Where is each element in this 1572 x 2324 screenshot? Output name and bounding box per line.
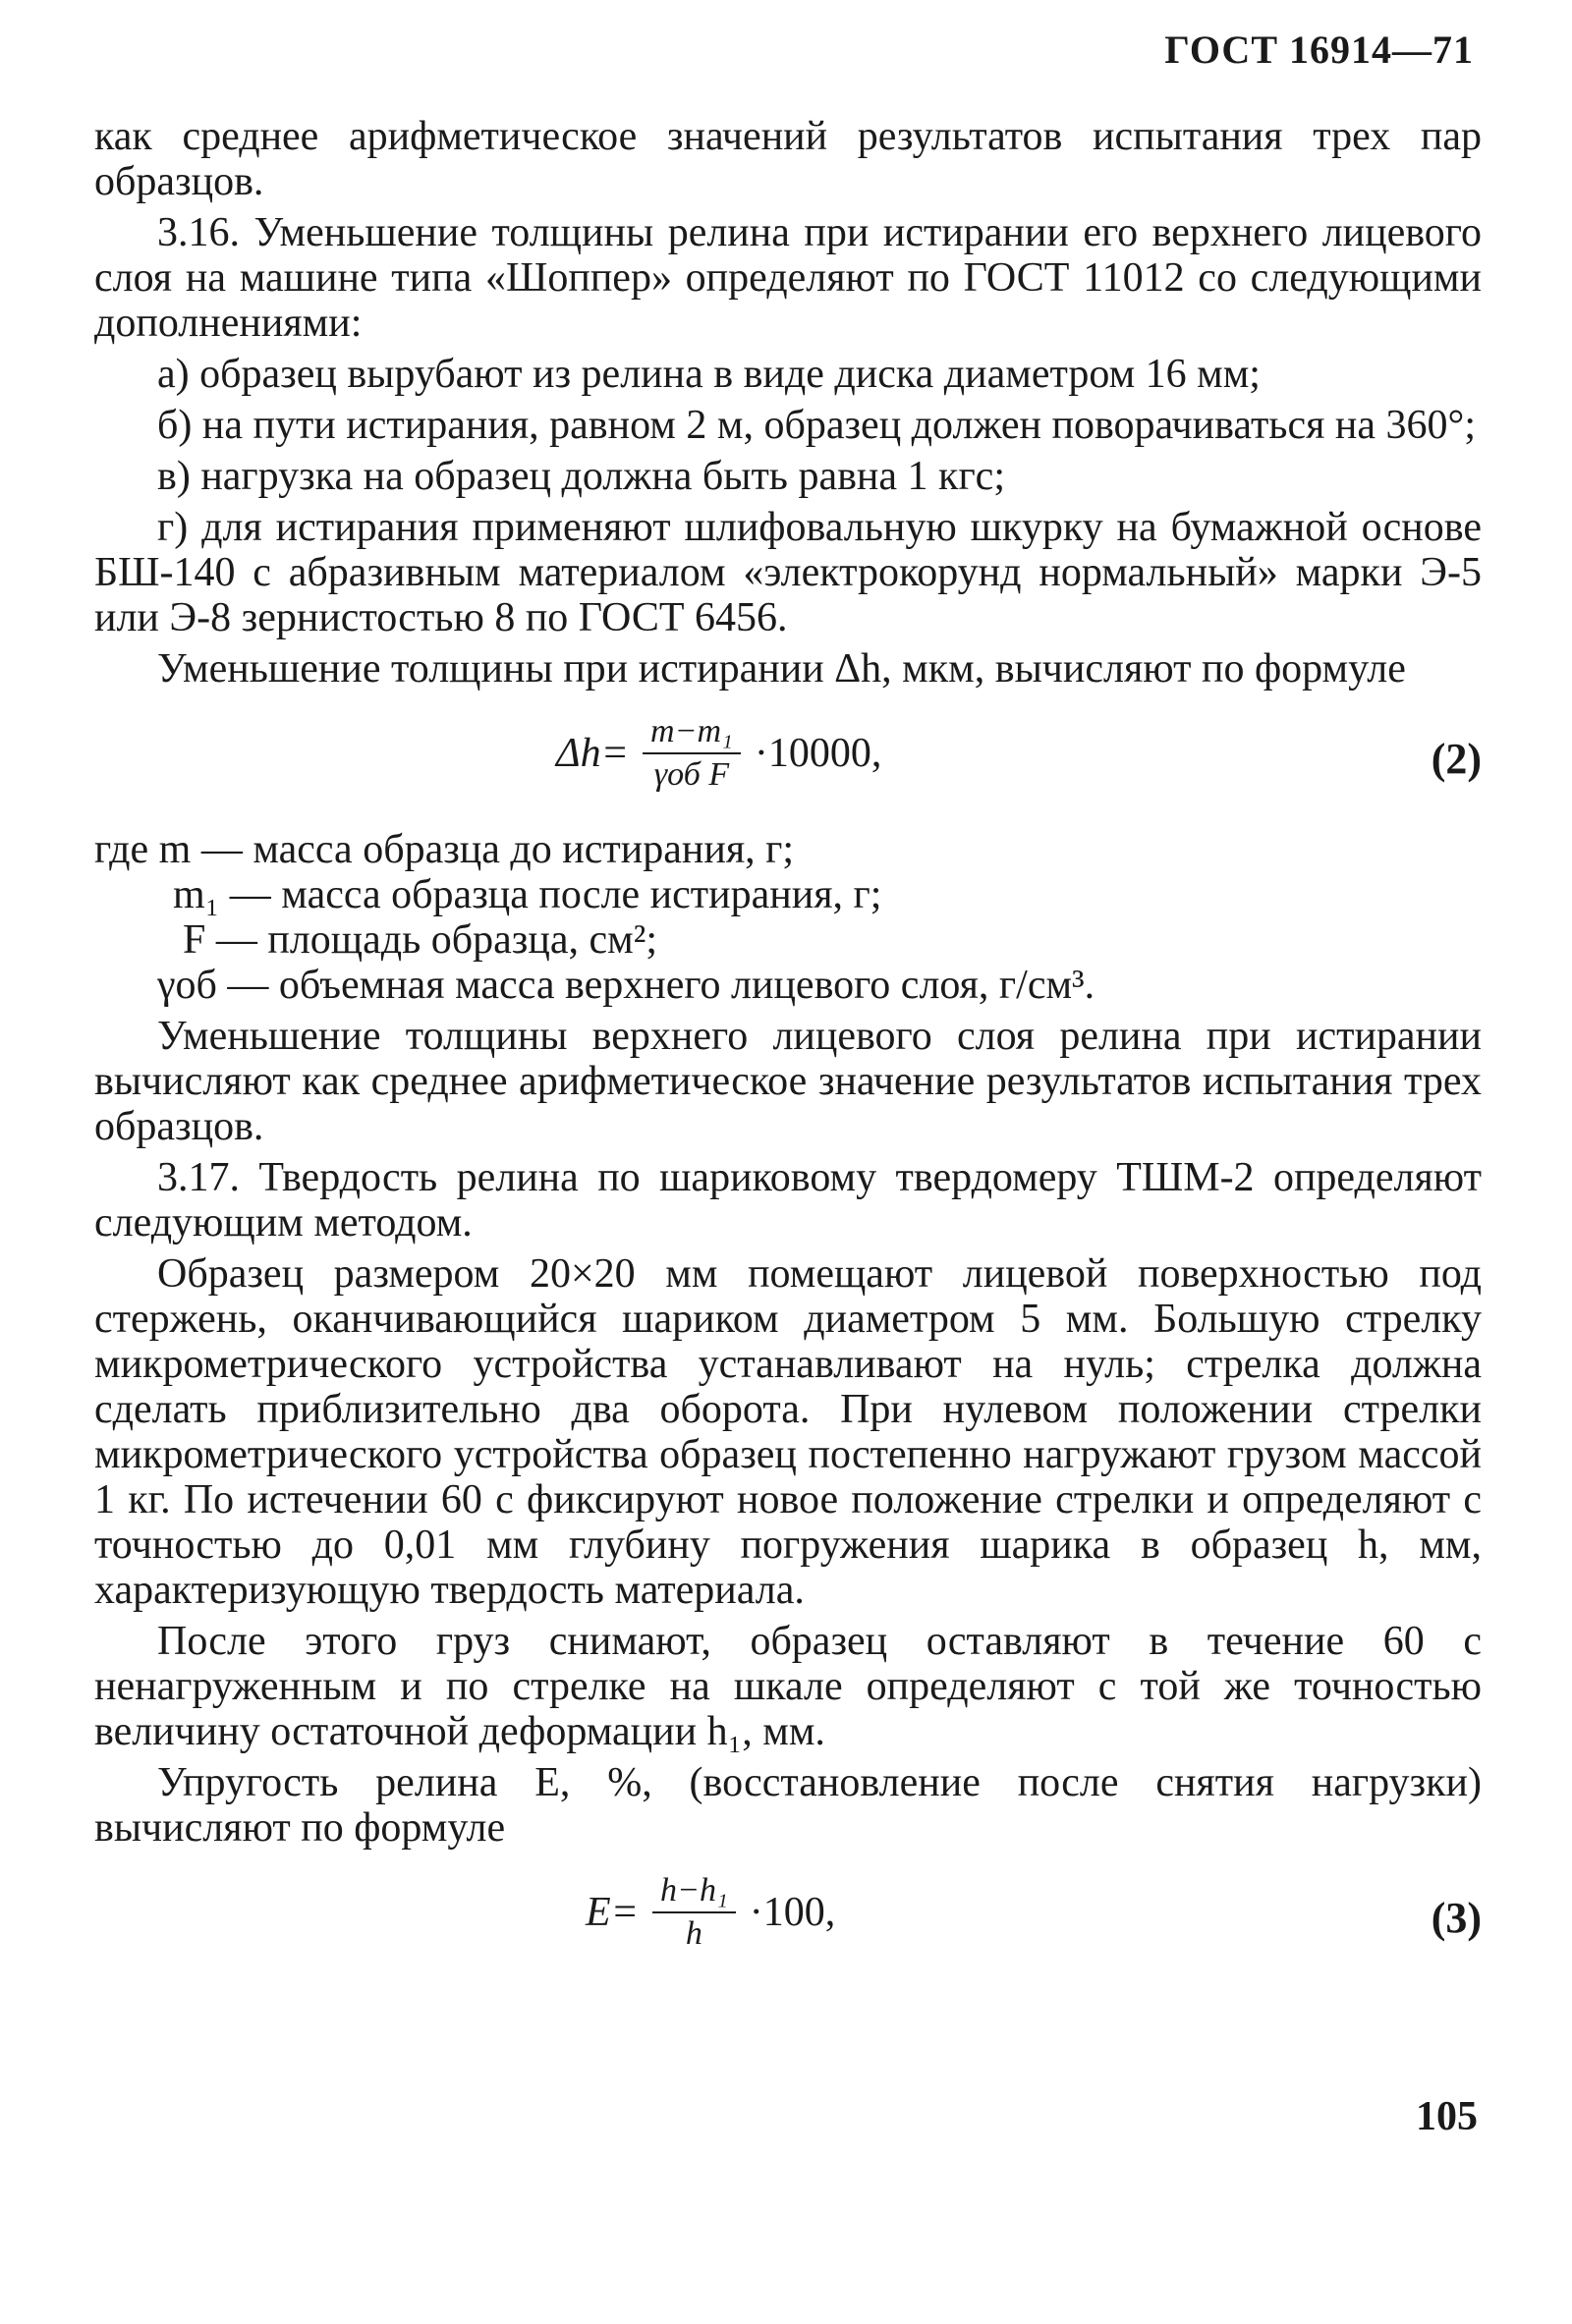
formula-2-row	[94, 703, 1482, 821]
formula-2-lhs: Δh=	[556, 731, 629, 776]
definition-m-text: m — масса образца до истирания, г;	[158, 827, 795, 872]
formula-2-number: (2)	[1431, 735, 1482, 783]
item-a: а) образец вырубают из релина в виде диска диаметром 16 мм;	[157, 352, 1261, 397]
item-v: в) нагрузка на образец должна быть равна 1 кгс;	[157, 454, 1005, 499]
item-g: г) для истирания применяют шлифовальную шкурку на бумажной основе БШ-140 с абразивным материалом «электрокорунд нормальный» марки Э-5 или Э-8 зернистостью 8 по ГОСТ 6456.	[94, 505, 1482, 640]
definition-gamma: γоб — объемная масса верхнего лицевого слоя, г/см³.	[157, 963, 1095, 1008]
paragraph-unload: После этого груз снимают, образец оставляют в течение 60 с ненагруженным и по стрелке на шкале определяют с той же точностью величину остаточной деформации h₁, мм.	[94, 1619, 1482, 1754]
paragraph-method: Образец размером 20×20 мм помещают лицевой поверхностью под стержень, оканчивающийся шариком диаметром 5 мм. Большую стрелку микрометрического устройства устанавливают на нуль; стрелка должна сделать приблизительно два оборота. При нулевом положении стрелки микрометрического устройства образец постепенно нагружают грузом массой 1 кг. По истечении 60 с фиксируют новое положение стрелки и определяют с точностью до 0,01 мм глубину погружения шарика в образец h, мм, характеризующую твердость материала.	[94, 1251, 1482, 1613]
paragraph-formula-intro: Уменьшение толщины при истирании Δh, мкм, вычисляют по формуле	[157, 646, 1406, 692]
formula-2-numerator: m−m₁	[643, 713, 741, 754]
definition-m	[94, 827, 1482, 872]
standard-header: ГОСТ 16914—71	[1164, 28, 1474, 72]
formula-3-multiplier: ·100,	[749, 1890, 836, 1935]
definition-m1: m₁ — масса образца после истирания, г;	[173, 872, 882, 917]
formula-3	[586, 1872, 835, 1953]
paragraph-average: Уменьшение толщины верхнего лицевого слоя релина при истирании вычисляют как среднее арифметическое значение результатов испытания трех образцов.	[94, 1014, 1482, 1149]
formula-3-numerator: h−h₁	[652, 1872, 736, 1913]
formula-3-number: (3)	[1431, 1894, 1482, 1942]
document-body	[94, 114, 1482, 1986]
formula-2-multiplier: ·10000,	[754, 731, 882, 776]
where-label: где	[94, 827, 149, 872]
formula-3-lhs: E=	[586, 1890, 639, 1935]
definition-F: F — площадь образца, см²;	[183, 917, 657, 963]
formula-2-fraction	[643, 713, 741, 794]
paragraph-continuation: как среднее арифметическое значений результатов испытания трех пар образцов.	[94, 114, 1482, 204]
page-number: 105	[1416, 2094, 1478, 2139]
formula-3-fraction	[652, 1872, 736, 1953]
paragraph-3-16: 3.16. Уменьшение толщины релина при истирании его верхнего лицевого слоя на машине типа «Шоппер» определяют по ГОСТ 11012 со следующими дополнениями:	[94, 210, 1482, 346]
formula-3-row	[94, 1862, 1482, 1980]
formula-2	[556, 713, 881, 794]
paragraph-3-17: 3.17. Твердость релина по шариковому твердомеру ТШМ-2 определяют следующим методом.	[94, 1155, 1482, 1245]
formula-2-denominator: γоб F	[653, 756, 730, 793]
variable-definitions	[94, 827, 1482, 1008]
formula-3-denominator: h	[685, 1915, 702, 1952]
item-b: б) на пути истирания, равном 2 м, образец должен поворачиваться на 360°;	[157, 403, 1476, 448]
paragraph-elasticity: Упругость релина E, %, (восстановление после снятия нагрузки) вычисляют по формуле	[94, 1760, 1482, 1851]
